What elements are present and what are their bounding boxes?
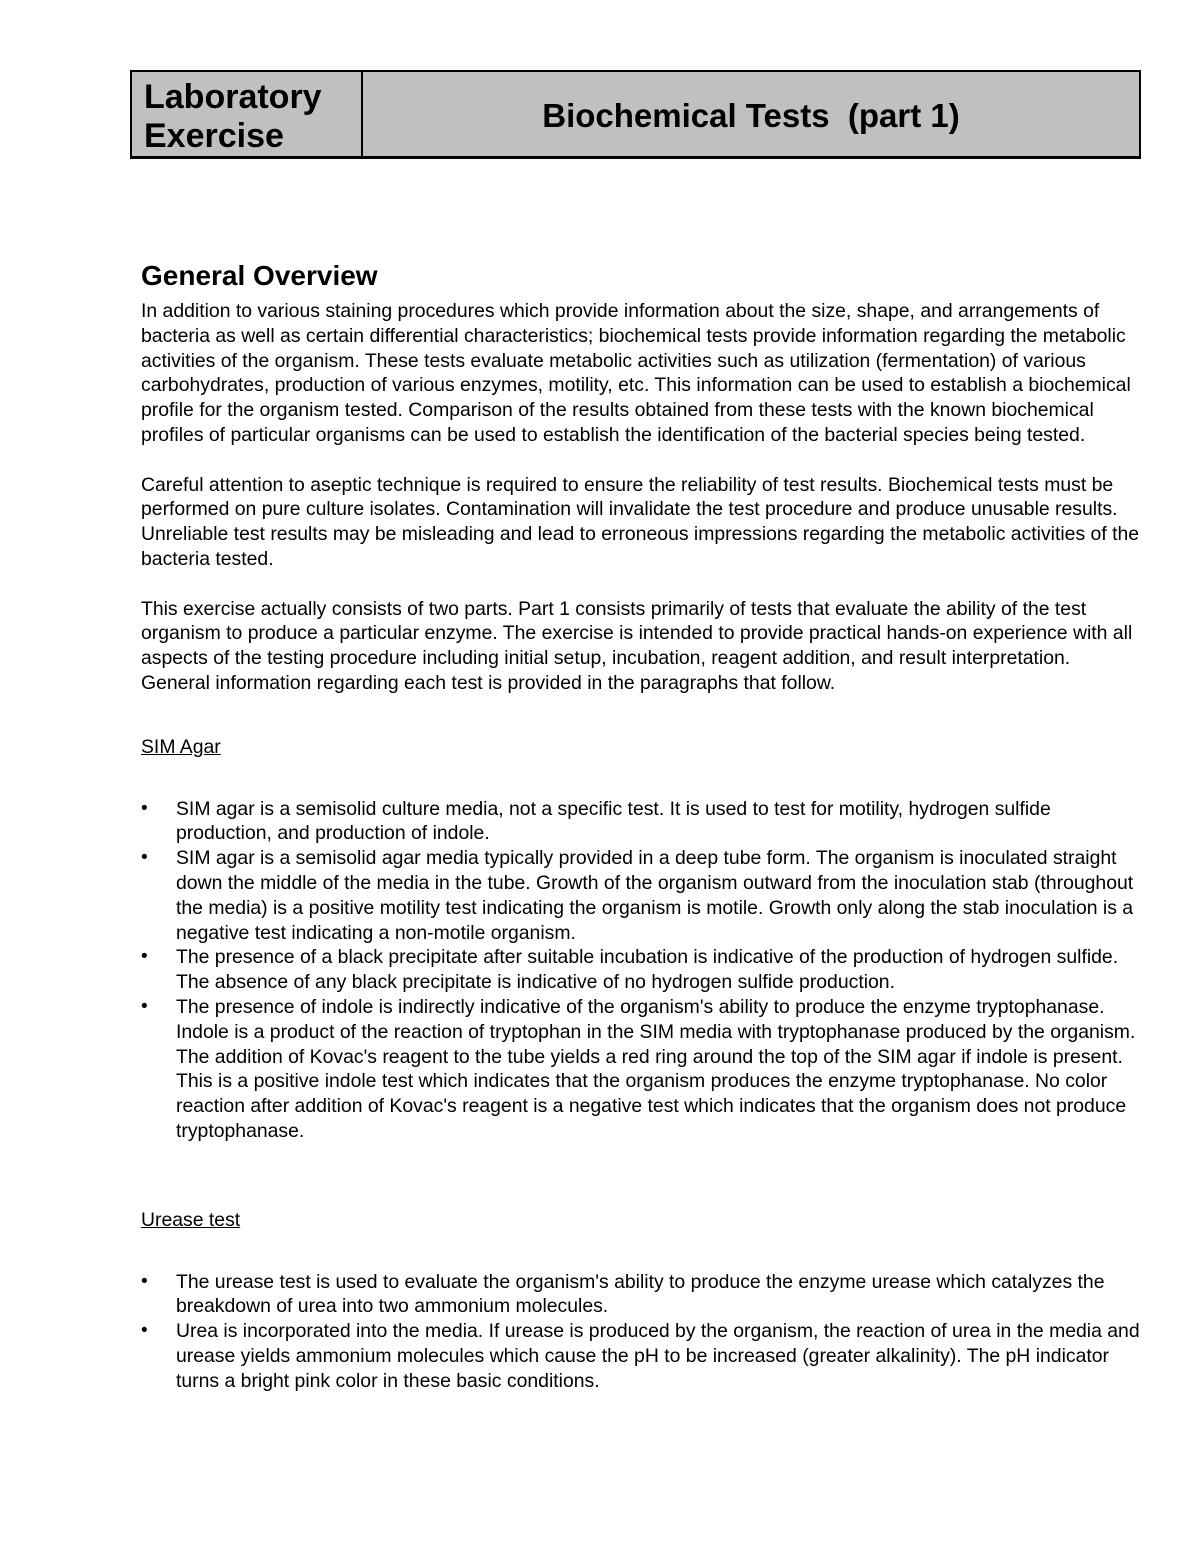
- page-title: Biochemical Tests (part 1): [542, 97, 960, 134]
- overview-paragraph-1: In addition to various staining procedures which provide information about the size, shape, and arrangements of bacteria as well as certain differential characteristics; biochemical tests provide information regarding the metabolic activities of the organism. These tests evaluate metabolic activities such as utilization (fermentation) of various carbohydrates, production of various enzymes, motility, etc. This information can be used to establish a biochemical profile for the organism tested. Comparison of the results obtained from these tests with the known biochemical profiles of particular organisms can be used to establish the identification of the bacterial species being tested.: [141, 300, 1131, 446]
- overview-heading: General Overview: [141, 260, 378, 291]
- header-label-line2: Exercise: [144, 117, 284, 155]
- list-item: • Urea is incorporated into the media. If urease is produced by the organism, the reaction of urea in the media and urease yields ammonium molecules which cause the pH to be increased (greater alkalinity). The pH indicator turns a bright pink color in these basic conditions.: [141, 1319, 1141, 1393]
- document-body: [141, 258, 1141, 1393]
- list-item: • SIM agar is a semisolid agar media typically provided in a deep tube form. The organism is inoculated straight down the middle of the media in the tube. Growth of the organism outward from the inoculation stab (throughout the media) is a positive motility test indicating the organism is motile. Growth only along the stab inoculation is a negative test indicating a non-motile organism.: [141, 846, 1141, 945]
- list-item: • The urease test is used to evaluate the organism's ability to produce the enzyme urease which catalyzes the breakdown of urea into two ammonium molecules.: [141, 1270, 1141, 1320]
- sim-agar-list: [141, 797, 1141, 1144]
- list-item: • The presence of indole is indirectly indicative of the organism's ability to produce the enzyme tryptophanase. Indole is a product of the reaction of tryptophan in the SIM media with tryptophanase produced by the organism. The addition of Kovac's reagent to the tube yields a red ring around the top of the SIM agar if indole is present. This is a positive indole test which indicates that the organism produces the enzyme tryptophanase. No color reaction after addition of Kovac's reagent is a negative test which indicates that the organism does not produce tryptophanase.: [141, 995, 1141, 1144]
- urease-test-title: Urease test: [141, 1208, 241, 1231]
- overview-paragraph-2: Careful attention to aseptic technique is required to ensure the reliability of test results. Biochemical tests must be performed on pure culture isolates. Contamination will invalidate the test procedure and produce unusable results. Unreliable test results may be misleading and lead to erroneous impressions regarding the metabolic activities of the bacteria tested.: [141, 473, 1140, 570]
- urease-list: [141, 1270, 1141, 1394]
- overview-paragraph-3: This exercise actually consists of two parts. Part 1 consists primarily of tests that evaluate the ability of the test organism to produce a particular enzyme. The exercise is intended to provide practical hands-on experience with all aspects of the testing procedure including initial setup, incubation, reagent addition, and result interpretation. General information regarding each test is provided in the paragraphs that follow.: [141, 597, 1133, 694]
- list-item: • SIM agar is a semisolid culture media, not a specific test. It is used to test for motility, hydrogen sulfide production, and production of indole.: [141, 797, 1141, 847]
- sim-agar-title: SIM Agar: [141, 735, 221, 758]
- header-label: [132, 72, 363, 156]
- list-item: • The presence of a black precipitate after suitable incubation is indicative of the production of hydrogen sulfide. The absence of any black precipitate is indicative of no hydrogen sulfide production.: [141, 945, 1141, 995]
- header-title: [363, 72, 1139, 156]
- header-label-line1: Laboratory: [144, 78, 322, 116]
- header-table: [130, 70, 1141, 159]
